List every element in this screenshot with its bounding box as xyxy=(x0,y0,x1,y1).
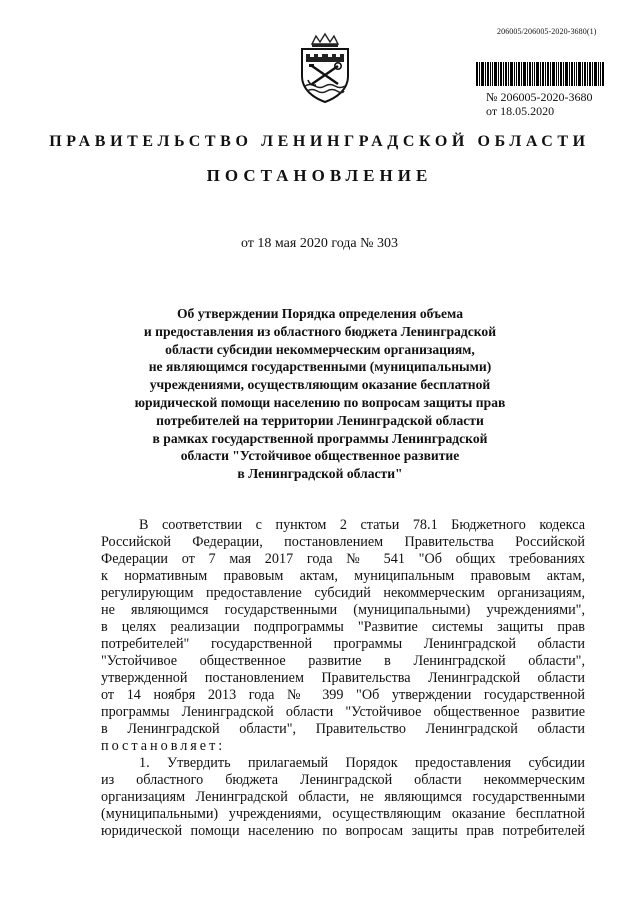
body-line: 1. Утвердить прилагаемый Порядок предоставления субсидии xyxy=(139,755,585,771)
body-line: потребителей" государственной программы Ленинградской области xyxy=(101,636,585,652)
document-date-number: от 18 мая 2020 года № 303 xyxy=(240,236,399,251)
authority-title: ПРАВИТЕЛЬСТВО ЛЕНИНГРАДСКОЙ ОБЛАСТИ xyxy=(49,133,590,150)
subject-line: в Ленинградской области" xyxy=(237,466,403,482)
subject-line: и предоставления из областного бюджета Ленинградской xyxy=(143,323,497,339)
body-line: не являющимся государственными (муниципальными) учреждениями", xyxy=(101,602,585,618)
subject-line: в рамках государственной программы Ленинградской xyxy=(152,430,488,446)
body-line: к нормативным правовым актам, муниципальным правовым актам, xyxy=(101,568,585,584)
body-line: организациям Ленинградской области, не являющимся государственными xyxy=(101,789,585,805)
body-line: (муниципальными) учреждениями, осуществляющим оказание бесплатной xyxy=(101,806,585,822)
body-line: в Ленинградской области", Правительство Ленинградской области xyxy=(101,721,585,737)
body-line: регулирующим предоставление субсидий некоммерческим организациям, xyxy=(101,585,585,601)
body-line: Федерации от 7 мая 2017 года № 541 "Об общих требованиях xyxy=(101,551,585,567)
subject-line: учреждениями, осуществляющим оказание бесплатной xyxy=(149,377,491,393)
body-line: В соответствии с пунктом 2 статьи 78.1 Бюджетного кодекса xyxy=(139,517,585,533)
coat-of-arms-icon xyxy=(294,32,356,104)
subject-line: потребителей на территории Ленинградской области xyxy=(156,412,484,428)
body-line: Российской Федерации, постановлением Правительства Российской xyxy=(101,534,585,550)
subject-line: юридической помощи населению по вопросам защиты прав xyxy=(134,394,506,410)
body-line: утвержденной постановлением Правительства Ленинградской области xyxy=(101,670,585,686)
body-line: юридической помощи населению по вопросам защиты прав потребителей xyxy=(101,823,585,839)
body-line: в целях реализации подпрограммы "Развитие системы защиты прав xyxy=(101,619,585,635)
document-subject xyxy=(80,305,560,483)
body-line: "Устойчивое общественное развитие в Ленинградской области", xyxy=(101,653,585,669)
registration-date: от 18.05.2020 xyxy=(486,104,555,118)
body-line: постановляет: xyxy=(101,738,226,754)
barcode-icon xyxy=(476,62,604,86)
body-line: из областного бюджета Ленинградской области некоммерческим xyxy=(101,772,585,788)
subject-line: Об утверждении Порядка определения объема xyxy=(176,306,464,321)
document-id: 206005/206005-2020-3680(1) xyxy=(497,27,597,36)
subject-line: области субсидии некоммерческим организациям, xyxy=(165,341,475,357)
body-line: программы Ленинградской области "Устойчивое общественное развитие xyxy=(101,704,585,720)
subject-line: не являющимся государственными (муниципальными) xyxy=(148,359,492,375)
body-line: от 14 ноября 2013 года № 399 "Об утверждении государственной xyxy=(101,687,585,703)
subject-line: области "Устойчивое общественное развитие xyxy=(180,448,460,464)
registration-number: № 206005-2020-3680 xyxy=(486,90,593,104)
document-type: ПОСТАНОВЛЕНИЕ xyxy=(206,166,433,185)
